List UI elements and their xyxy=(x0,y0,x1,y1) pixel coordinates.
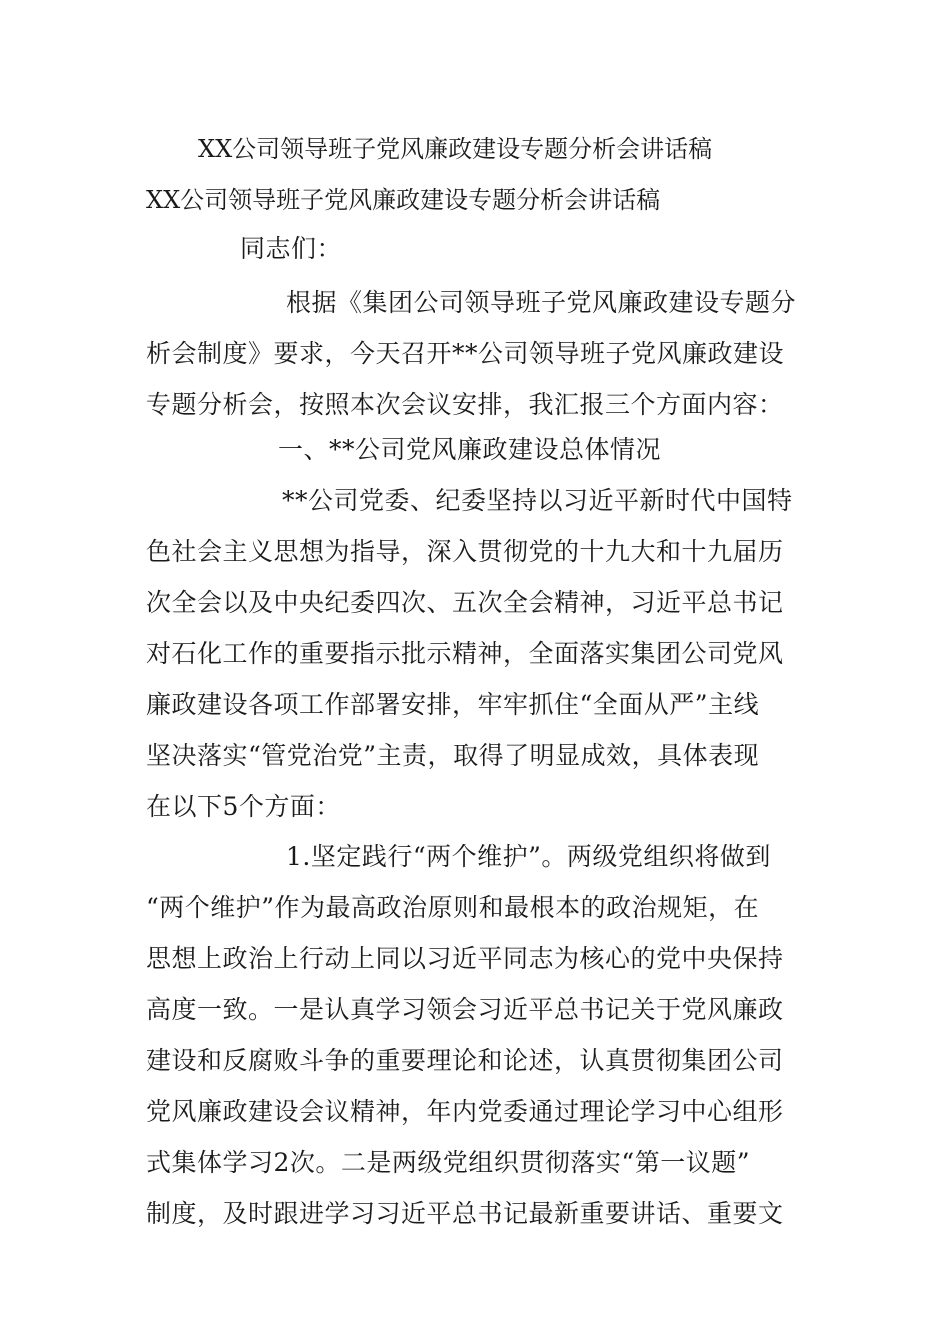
body-line: 1.坚定践行“两个维护”。两级党组织将做到 xyxy=(286,842,771,871)
document-title: XX公司领导班子党风廉政建设专题分析会讲话稿 xyxy=(198,135,713,163)
body-line: 制度，及时跟进学习习近平总书记最新重要讲话、重要文 xyxy=(146,1199,784,1228)
document-subtitle: XX公司领导班子党风廉政建设专题分析会讲话稿 xyxy=(146,186,661,214)
body-line: 析会制度》要求，今天召开**公司领导班子党风廉政建设 xyxy=(146,339,785,368)
body-line: 次全会以及中央纪委四次、五次全会精神，习近平总书记 xyxy=(146,588,784,617)
body-line: 坚决落实“管党治党”主责，取得了明显成效，具体表现 xyxy=(146,741,760,770)
body-line: 廉政建设各项工作部署安排，牢牢抓住“全面从严”主线 xyxy=(146,690,760,719)
body-line: 对石化工作的重要指示批示精神，全面落实集团公司党风 xyxy=(146,639,784,668)
body-line: 色社会主义思想为指导，深入贯彻党的十九大和十九届历 xyxy=(146,537,784,566)
body-line: 在以下5个方面： xyxy=(146,792,341,821)
body-line: 思想上政治上行动上同以习近平同志为核心的党中央保持 xyxy=(146,944,784,973)
body-line: “两个维护”作为最高政治原则和最根本的政治规矩，在 xyxy=(146,893,760,922)
salutation: 同志们： xyxy=(240,234,343,263)
body-line: 高度一致。一是认真学习领会习近平总书记关于党风廉政 xyxy=(146,995,784,1024)
body-line: 党风廉政建设会议精神，年内党委通过理论学习中心组形 xyxy=(146,1097,784,1126)
body-line: 专题分析会，按照本次会议安排，我汇报三个方面内容： xyxy=(146,390,784,419)
body-line: 式集体学习2次。二是两级党组织贯彻落实“第一议题” xyxy=(146,1148,750,1177)
section-heading: 一、**公司党风廉政建设总体情况 xyxy=(278,435,662,464)
body-line: **公司党委、纪委坚持以习近平新时代中国特 xyxy=(282,486,793,515)
body-line: 建设和反腐败斗争的重要理论和论述，认真贯彻集团公司 xyxy=(146,1046,784,1075)
body-line: 根据《集团公司领导班子党风廉政建设专题分 xyxy=(286,288,797,317)
